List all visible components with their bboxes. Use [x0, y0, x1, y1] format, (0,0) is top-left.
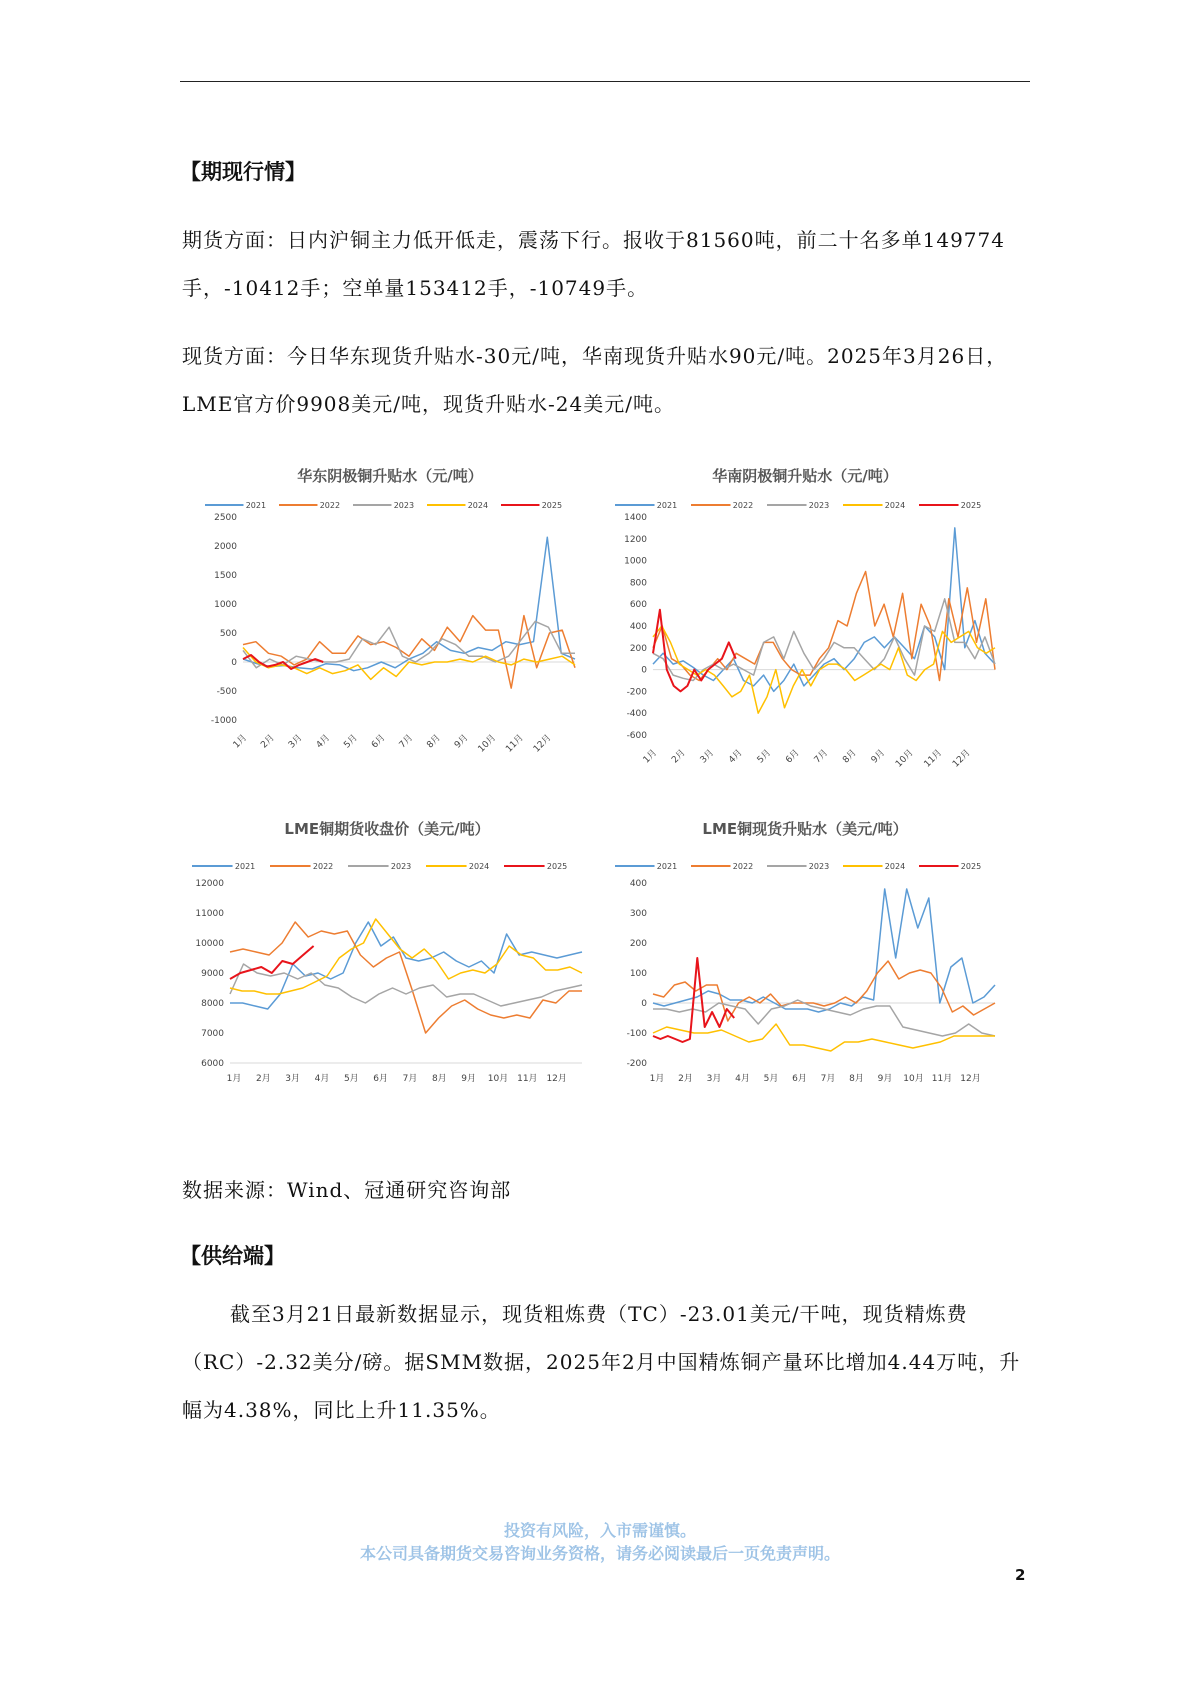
y-tick-label: 1000 — [624, 556, 647, 567]
x-tick-label: 10月 — [487, 1074, 509, 1084]
y-tick-label: 8000 — [201, 999, 224, 1009]
y-tick-label: 100 — [629, 969, 647, 979]
y-tick-label: -200 — [626, 687, 647, 698]
series-line-2022 — [230, 922, 582, 1033]
y-tick-label: -400 — [626, 709, 647, 720]
x-tick-label: 8月 — [841, 748, 859, 766]
y-tick-label: -200 — [626, 1059, 647, 1069]
series-line-2025 — [230, 946, 314, 979]
x-tick-label: 9月 — [461, 1074, 477, 1084]
legend-label: 2025 — [541, 501, 563, 510]
x-tick-label: 10月 — [894, 748, 916, 770]
legend-label: 2022 — [732, 501, 754, 510]
chart-svg — [182, 808, 592, 1128]
x-tick-label: 7月 — [820, 1074, 836, 1084]
chart-lme-spot-premium — [605, 808, 1005, 1128]
chart-title: LME铜期货收盘价（美元/吨） — [284, 820, 490, 838]
legend-label: 2023 — [390, 862, 412, 871]
y-tick-label: 0 — [641, 665, 647, 676]
risk-warning: 投资有风险，入市需谨慎。 — [503, 1521, 696, 1540]
x-tick-label: 6月 — [373, 1074, 389, 1084]
y-tick-label: 1500 — [214, 571, 237, 581]
series-line-2021 — [243, 537, 575, 670]
y-tick-label: -500 — [216, 687, 237, 697]
legend-label: 2025 — [960, 501, 982, 510]
y-tick-label: 2500 — [214, 513, 237, 523]
y-tick-label: 200 — [629, 939, 647, 949]
x-tick-label: 11月 — [922, 748, 945, 770]
y-tick-label: 400 — [629, 622, 647, 632]
legend-label: 2022 — [312, 862, 334, 871]
x-tick-label: 7月 — [812, 748, 831, 766]
x-tick-label: 11月 — [504, 733, 526, 755]
legend-label: 2024 — [467, 501, 489, 510]
y-tick-label: 9000 — [201, 969, 224, 979]
x-tick-label: 10月 — [903, 1074, 924, 1084]
x-tick-label: 12月 — [531, 733, 554, 755]
y-tick-label: 600 — [629, 600, 647, 611]
y-tick-label: 200 — [629, 643, 647, 654]
x-tick-label: 7月 — [402, 1074, 418, 1084]
chart-lme-futures-close — [182, 808, 592, 1128]
section-heading-supply: 【供给端】 — [180, 1244, 285, 1268]
y-tick-label: 0 — [641, 999, 647, 1009]
page-number: 2 — [1015, 1566, 1026, 1584]
legend-label: 2021 — [234, 862, 256, 871]
x-tick-label: 12月 — [960, 1074, 981, 1084]
x-tick-label: 4月 — [727, 748, 745, 766]
x-tick-label: 11月 — [517, 1074, 538, 1084]
x-tick-label: 2月 — [259, 733, 277, 751]
y-tick-label: 2000 — [214, 542, 237, 552]
series-line-2024 — [230, 919, 582, 994]
x-tick-label: 6月 — [784, 748, 802, 766]
x-tick-label: 1月 — [641, 748, 660, 766]
disclaimer-notice: 本公司具备期货交易咨询业务资格，请务必阅读最后一页免责声明。 — [359, 1544, 840, 1563]
y-tick-label: 1200 — [624, 534, 647, 545]
legend-label: 2025 — [960, 862, 982, 871]
chart-svg — [605, 455, 1005, 775]
legend-label: 2022 — [732, 862, 754, 871]
y-tick-label: 6000 — [201, 1059, 224, 1069]
y-tick-label: 11000 — [195, 909, 224, 919]
y-tick-label: 1400 — [624, 513, 647, 523]
legend-label: 2021 — [656, 862, 678, 871]
x-tick-label: 8月 — [425, 733, 443, 751]
y-tick-label: 12000 — [195, 879, 224, 889]
legend-label: 2022 — [319, 501, 341, 510]
x-tick-label: 12月 — [951, 748, 973, 770]
y-tick-label: 300 — [629, 909, 647, 919]
x-tick-label: 7月 — [397, 733, 416, 751]
x-tick-label: 3月 — [706, 1074, 722, 1084]
x-tick-label: 3月 — [698, 748, 717, 766]
data-source: 数据来源：Wind、冠通研究咨询部 — [182, 1178, 512, 1202]
x-tick-label: 4月 — [735, 1074, 750, 1084]
x-tick-label: 2月 — [670, 748, 688, 766]
x-tick-label: 1月 — [226, 1074, 242, 1084]
x-tick-label: 8月 — [849, 1074, 864, 1084]
x-tick-label: 2月 — [255, 1074, 271, 1084]
x-tick-label: 5月 — [343, 1074, 359, 1084]
chart-title: LME铜现货升贴水（美元/吨） — [702, 820, 908, 838]
y-tick-label: 0 — [231, 658, 237, 668]
section-heading-market: 【期现行情】 — [180, 160, 306, 184]
x-tick-label: 10月 — [476, 733, 499, 755]
chart-title: 华南阴极铜升贴水（元/吨） — [712, 467, 898, 485]
spot-paragraph: 现货方面：今日华东现货升贴水-30元/吨，华南现货升贴水90元/吨。2025年3月26日，LME官方价9908美元/吨，现货升贴水-24美元/吨。 — [182, 344, 1008, 416]
legend-label: 2023 — [808, 501, 830, 510]
x-tick-label: 9月 — [877, 1074, 893, 1084]
x-tick-label: 2月 — [678, 1074, 693, 1084]
chart-svg — [195, 455, 585, 775]
x-tick-label: 1月 — [231, 733, 250, 751]
x-tick-label: 4月 — [314, 733, 333, 751]
series-line-2022 — [243, 616, 575, 689]
futures-paragraph: 期货方面：日内沪铜主力低开低走，震荡下行。报收于81560吨，前二十名多单149774手，-10412手；空单量153412手，-10749手。 — [182, 228, 1005, 300]
x-tick-label: 5月 — [763, 1074, 779, 1084]
y-tick-label: -1000 — [210, 716, 237, 726]
y-tick-label: -100 — [626, 1029, 647, 1039]
x-tick-label: 9月 — [869, 748, 888, 766]
supply-paragraph: 截至3月21日最新数据显示，现货粗炼费（TC）-23.01美元/干吨，现货精炼费（RC）-2.32美分/磅。据SMM数据，2025年2月中国精炼铜产量环比增加4.44万吨，升幅为4.38%，同比上升11.35%。 — [182, 1302, 1021, 1422]
y-tick-label: 10000 — [195, 939, 224, 949]
y-tick-label: 400 — [629, 879, 647, 889]
x-tick-label: 9月 — [452, 733, 471, 751]
legend-label: 2021 — [245, 501, 267, 510]
legend-label: 2024 — [884, 862, 906, 871]
chart-svg — [605, 808, 1005, 1128]
x-tick-label: 5月 — [342, 733, 360, 751]
header-rule — [180, 81, 1030, 82]
x-tick-label: 8月 — [431, 1074, 447, 1084]
x-tick-label: 1月 — [649, 1074, 665, 1084]
x-tick-label: 6月 — [369, 733, 388, 751]
legend-label: 2021 — [656, 501, 678, 510]
chart-title: 华东阴极铜升贴水（元/吨） — [297, 467, 483, 485]
chart-east-china-premium — [195, 455, 585, 775]
legend-label: 2023 — [808, 862, 830, 871]
legend-label: 2025 — [546, 862, 568, 871]
series-line-2021 — [230, 922, 582, 1009]
series-line-2023 — [243, 621, 575, 667]
chart-south-china-premium — [605, 455, 1005, 775]
y-tick-label: 1000 — [214, 600, 237, 610]
legend-label: 2023 — [393, 501, 415, 510]
legend-label: 2024 — [468, 862, 490, 871]
y-tick-label: 800 — [629, 578, 647, 589]
x-tick-label: 5月 — [755, 748, 774, 766]
x-tick-label: 4月 — [314, 1074, 330, 1084]
x-tick-label: 12月 — [546, 1074, 567, 1084]
x-tick-label: 6月 — [792, 1074, 807, 1084]
legend-label: 2024 — [884, 501, 906, 510]
series-line-2024 — [653, 1024, 995, 1051]
x-tick-label: 3月 — [286, 733, 305, 751]
x-tick-label: 3月 — [285, 1074, 301, 1084]
y-tick-label: 500 — [219, 629, 237, 639]
x-tick-label: 11月 — [931, 1074, 953, 1084]
y-tick-label: -600 — [626, 731, 647, 741]
y-tick-label: 7000 — [201, 1029, 224, 1039]
